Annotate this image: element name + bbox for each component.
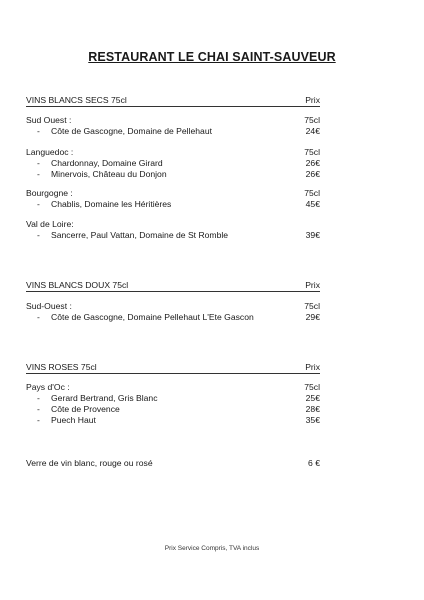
glass-label: Verre de vin blanc, rouge ou rosé <box>26 458 153 468</box>
price-column-label: Prix <box>305 95 320 105</box>
section-header <box>26 95 320 107</box>
section-header <box>26 280 320 292</box>
region-label: Sud Ouest : <box>26 115 72 125</box>
region-label: Bourgogne : <box>26 188 73 198</box>
wine-item: - Côte de Gascogne, Domaine Pellehaut L'Ete Gascon <box>37 312 254 322</box>
wine-price: 24€ <box>305 126 320 136</box>
wine-name: Sancerre, Paul Vattan, Domaine de St Romble <box>51 230 229 240</box>
region-unit: 75cl <box>304 301 320 311</box>
wine-price: 25€ <box>305 393 320 403</box>
section-title: VINS BLANCS SECS 75cl <box>26 95 127 105</box>
section-title: VINS BLANCS DOUX 75cl <box>26 280 129 290</box>
wine-name: Côte de Gascogne, Domaine de Pellehaut <box>51 126 212 136</box>
page-title: RESTAURANT LE CHAI SAINT-SAUVEUR <box>88 50 336 64</box>
wine-item: - Puech Haut <box>37 415 96 425</box>
region-label: Sud-Ouest : <box>26 301 72 311</box>
wine-item: - Gerard Bertrand, Gris Blanc <box>37 393 158 403</box>
wine-name: Côte de Gascogne, Domaine Pellehaut L'Ete Gascon <box>51 312 254 322</box>
wine-price: 28€ <box>305 404 320 414</box>
section-header <box>26 362 320 374</box>
wine-item: - Minervois, Château du Donjon <box>37 169 167 179</box>
section-title: VINS ROSES 75cl <box>26 362 97 372</box>
wine-name: Gerard Bertrand, Gris Blanc <box>51 393 158 403</box>
wine-item: - Côte de Provence <box>37 404 120 414</box>
price-column-label: Prix <box>305 362 320 372</box>
wine-name: Côte de Provence <box>51 404 120 414</box>
wine-price: 26€ <box>305 169 320 179</box>
wine-name: Chablis, Domaine les Héritières <box>51 199 172 209</box>
region-unit: 75cl <box>304 382 320 392</box>
footer-note: Prix Service Compris, TVA inclus <box>164 545 260 552</box>
wine-name: Puech Haut <box>51 415 96 425</box>
wine-item: - Sancerre, Paul Vattan, Domaine de St Romble <box>37 230 229 240</box>
wine-price: 26€ <box>305 158 320 168</box>
region-unit: 75cl <box>304 147 320 157</box>
wine-price: 29€ <box>305 312 320 322</box>
glass-price: 6 € <box>308 458 320 468</box>
region-label: Pays d'Oc : <box>26 382 70 392</box>
region-label: Languedoc : <box>26 147 74 157</box>
wine-price: 39€ <box>305 230 320 240</box>
wine-item: - Chardonnay, Domaine Girard <box>37 158 163 168</box>
wine-name: Minervois, Château du Donjon <box>51 169 167 179</box>
wine-name: Chardonnay, Domaine Girard <box>51 158 163 168</box>
wine-item: - Chablis, Domaine les Héritières <box>37 199 172 209</box>
price-column-label: Prix <box>305 280 320 290</box>
wine-price: 45€ <box>305 199 320 209</box>
region-label: Val de Loire: <box>26 219 74 229</box>
region-unit: 75cl <box>304 115 320 125</box>
wine-price: 35€ <box>305 415 320 425</box>
wine-item: - Côte de Gascogne, Domaine de Pellehaut <box>37 126 212 136</box>
region-unit: 75cl <box>304 188 320 198</box>
